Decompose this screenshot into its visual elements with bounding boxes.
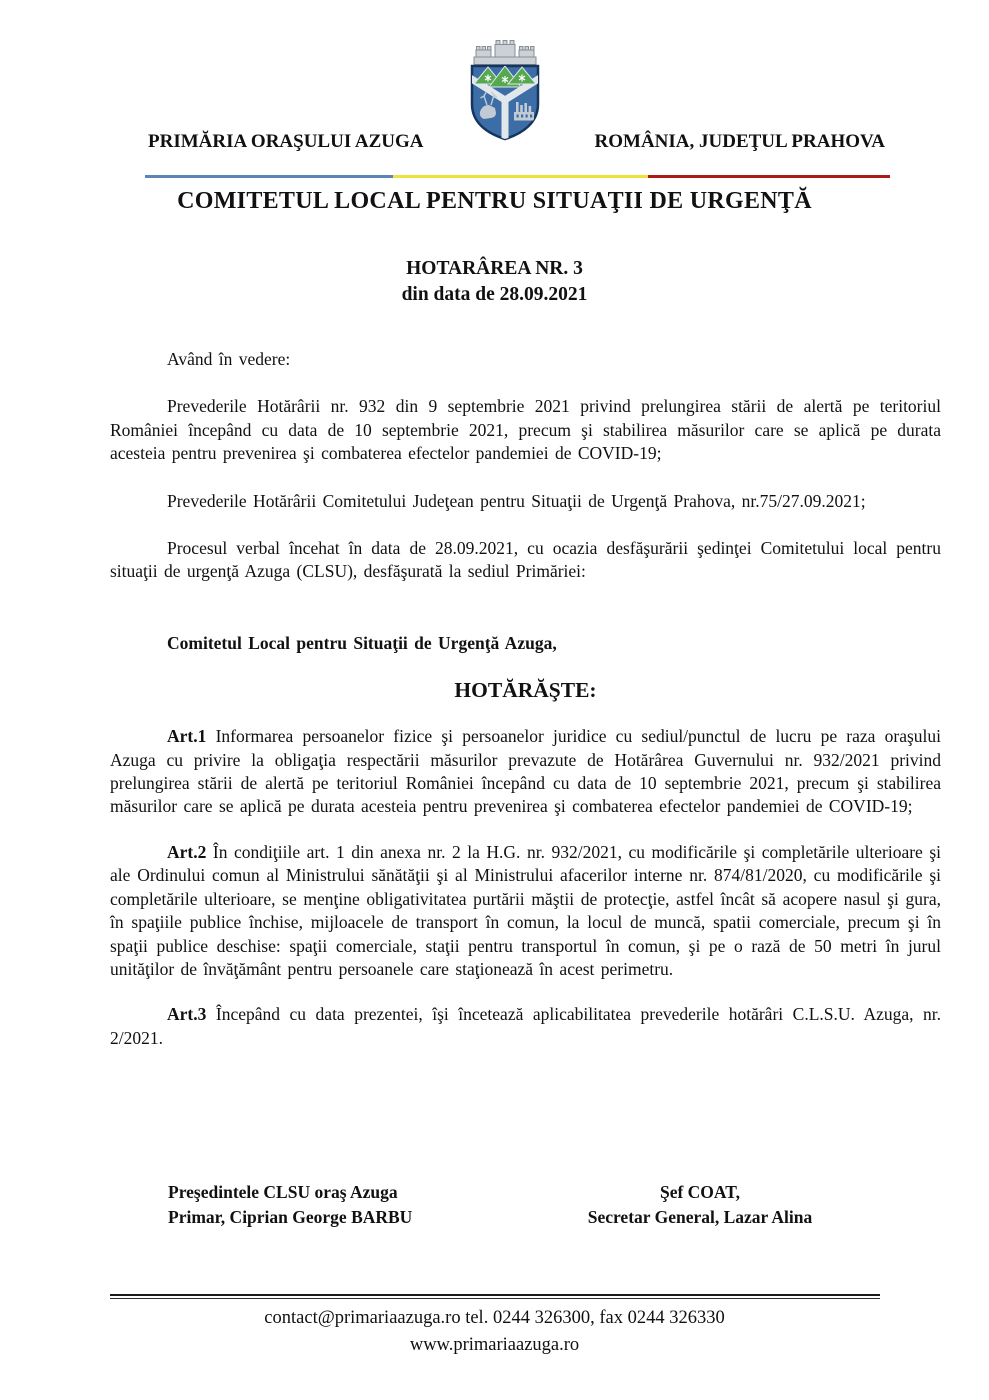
azuga-coat-of-arms-icon bbox=[467, 40, 543, 144]
secretary-name: Secretar General, Lazar Alina bbox=[587, 1207, 813, 1227]
president-title: Preşedintele CLSU oraş Azuga bbox=[168, 1182, 398, 1202]
preamble-paragraph: Procesul verbal încehat în data de 28.09.2021, cu ocazia desfăşurării şedinţei Comitetului local pentru situaţii de urgenţă Azuga (CLSU), desfăşurată la sediul Primăriei: bbox=[110, 538, 941, 582]
institution-row bbox=[0, 131, 989, 157]
article-1-text: Informarea persoanelor fizice şi persoanelor juridice cu sediul/punctul de lucru pe raza oraşului Azuga cu privire la obligaţia respectării măsurilor prevazute de Hotărârea Guvernului nr. 932/2021 privind prelungirea stării de alertă pe teritoriul României începând cu data de 10 septembrie 2021, precum şi stabilirea măsurilor care se aplică pe durata acesteia pentru prevenirea şi combaterea efectelor pandemiei de COVID-19; bbox=[110, 726, 942, 817]
article-2-label: Art.2 bbox=[167, 841, 207, 862]
footer-website: www.primariaazuga.ro bbox=[409, 1335, 580, 1355]
secretary-title: Şef COAT, bbox=[659, 1182, 741, 1202]
tricolor-divider bbox=[145, 175, 890, 178]
institution-name-left: PRIMĂRIA ORAŞULUI AZUGA bbox=[148, 131, 424, 152]
article-3 bbox=[110, 1003, 941, 1050]
article-3-label: Art.3 bbox=[167, 1004, 207, 1025]
preamble-intro: Având în vedere: bbox=[167, 349, 291, 369]
article-3-text: Începând cu data prezentei, îşi încetează aplicabilitatea prevederile hotărâri C.L.S.U. Azuga, nr. 2/2021. bbox=[110, 1004, 941, 1048]
issuer-line: Comitetul Local pentru Situaţii de Urgenţă Azuga, bbox=[167, 632, 557, 653]
flag-yellow-segment bbox=[393, 175, 648, 178]
mural-crown bbox=[474, 41, 536, 65]
committee-title: COMITETUL LOCAL PENTRU SITUAŢII DE URGENŢĂ bbox=[177, 188, 812, 214]
decides-heading: HOTĂRĂŞTE: bbox=[454, 678, 597, 703]
article-2-text: În condiţiile art. 1 din anexa nr. 2 la H.G. nr. 932/2021, cu modificările şi completările ulterioare şi ale Ordinului comun al Ministrului sănătăţii şi al Ministrului afacerilor interne nr. 874/81/2020, cu modificările şi completările ulterioare, se menţine obligativitatea purtării măştii de protecţie, astfel încât să acopere nasul şi gura, în spaţiile publice închise, mijloacele de transport în comun, la locul de muncă, spatii comerciale, precum şi în spaţii publice deschise: spaţii comerciale, staţii pentru transportul în comun, şi pe o rază de 50 metri în jurul unităţilor de învăţământ pentru persoanele care staţionează în acest perimetru. bbox=[110, 841, 941, 979]
article-2 bbox=[110, 841, 941, 981]
footer-contact-line: contact@primariaazuga.ro tel. 0244 326300, fax 0244 326330 bbox=[264, 1308, 725, 1328]
decision-number: HOTARÂREA NR. 3 bbox=[406, 258, 583, 279]
footer-divider bbox=[110, 1294, 880, 1299]
president-name: Primar, Ciprian George BARBU bbox=[168, 1207, 413, 1227]
article-1 bbox=[110, 725, 941, 819]
crest-svg bbox=[467, 40, 543, 144]
preamble-paragraph: Prevederile Hotărârii Comitetului Judeţean pentru Situaţii de Urgenţă Prahova, nr.75/27.09.2021; bbox=[167, 490, 866, 511]
signature-block-secretary bbox=[555, 1180, 845, 1230]
institution-name-right: ROMÂNIA, JUDEŢUL PRAHOVA bbox=[594, 131, 885, 152]
signature-block-president bbox=[168, 1180, 412, 1230]
document-body bbox=[110, 348, 941, 1050]
flag-blue-segment bbox=[145, 175, 393, 178]
preamble-paragraph: Prevederile Hotărârii nr. 932 din 9 septembrie 2021 privind prelungirea stării de alertă pe teritoriul României începând cu data de 10 septembrie 2021, precum şi stabilirea măsurilor care se aplică pe durata acesteia pentru prevenirea şi combaterea efectelor pandemiei de COVID-19; bbox=[110, 396, 941, 464]
flag-red-segment bbox=[648, 175, 890, 178]
article-1-label: Art.1 bbox=[167, 726, 207, 747]
decision-date: din data de 28.09.2021 bbox=[401, 284, 588, 305]
decision-heading bbox=[0, 256, 989, 308]
